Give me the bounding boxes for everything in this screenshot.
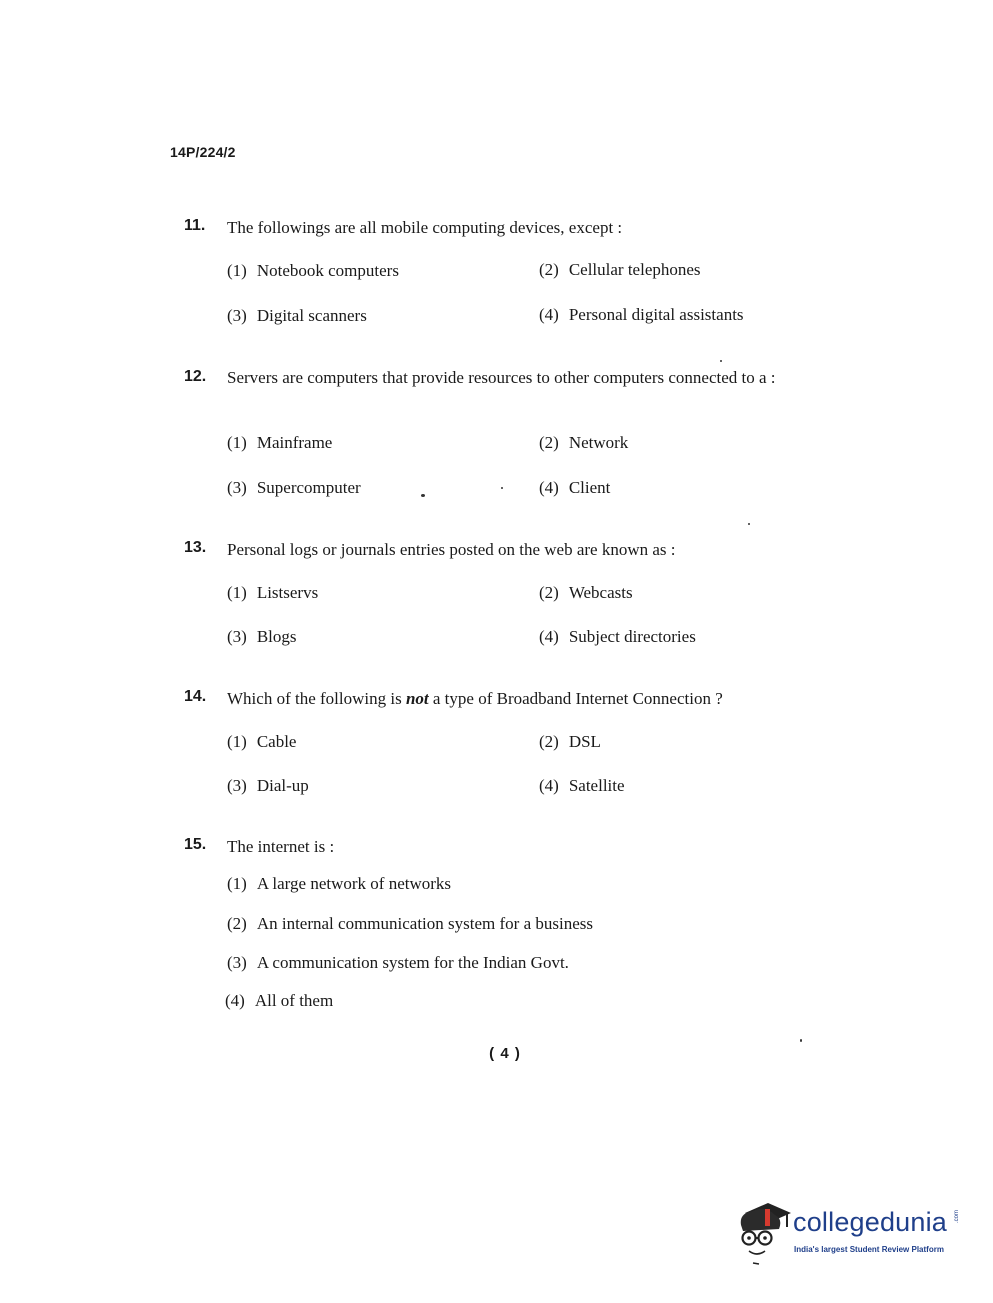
option-number: (2) bbox=[539, 260, 559, 279]
option-text: Listservs bbox=[256, 583, 319, 602]
option-number: (4) bbox=[539, 478, 559, 497]
option-text: Subject directories bbox=[568, 627, 696, 646]
question-text-emphasis: not bbox=[405, 689, 429, 708]
option-text: Network bbox=[568, 433, 629, 452]
option-1 bbox=[227, 433, 332, 453]
option-text: A communication system for the Indian Govt. bbox=[256, 953, 569, 972]
option-text: Blogs bbox=[256, 627, 297, 646]
option-number: (3) bbox=[227, 627, 247, 646]
question-text bbox=[227, 687, 841, 710]
option-number: (1) bbox=[227, 433, 247, 452]
option-4 bbox=[539, 478, 610, 498]
option-text: Cellular telephones bbox=[568, 260, 701, 279]
question-number: 12. bbox=[184, 368, 207, 385]
option-1 bbox=[227, 732, 296, 752]
option-number: (4) bbox=[225, 991, 245, 1010]
option-number: (1) bbox=[227, 732, 247, 751]
mascot-icon bbox=[735, 1195, 795, 1265]
question-number: 14. bbox=[184, 688, 207, 705]
scan-speck bbox=[501, 487, 503, 489]
option-number: (2) bbox=[227, 914, 247, 933]
option-text: Digital scanners bbox=[256, 306, 367, 325]
scan-speck bbox=[720, 360, 722, 362]
option-3 bbox=[227, 306, 367, 326]
option-number: (1) bbox=[227, 874, 247, 893]
option-2 bbox=[539, 583, 633, 603]
collegedunia-watermark bbox=[735, 1195, 965, 1265]
option-text: Client bbox=[568, 478, 611, 497]
question-text-after: a type of Broadband Internet Connection ? bbox=[428, 689, 723, 708]
page-number: ( 4 ) bbox=[489, 1045, 521, 1062]
option-number: (3) bbox=[227, 306, 247, 325]
option-4 bbox=[539, 305, 744, 325]
option-number: (3) bbox=[227, 953, 247, 972]
option-2 bbox=[539, 433, 628, 453]
question-number: 13. bbox=[184, 539, 207, 556]
option-text: A large network of networks bbox=[256, 874, 452, 893]
option-number: (2) bbox=[539, 433, 559, 452]
option-4 bbox=[225, 991, 333, 1011]
option-number: (1) bbox=[227, 261, 247, 280]
scan-speck bbox=[421, 494, 425, 497]
option-text: All of them bbox=[254, 991, 334, 1010]
option-text: Dial-up bbox=[256, 776, 309, 795]
option-3 bbox=[227, 776, 309, 796]
option-number: (2) bbox=[539, 583, 559, 602]
option-4 bbox=[539, 776, 625, 796]
option-number: (2) bbox=[539, 732, 559, 751]
brand-tagline: India's largest Student Review Platform bbox=[794, 1245, 944, 1254]
option-2 bbox=[539, 732, 601, 752]
option-text: DSL bbox=[568, 732, 601, 751]
scan-speck bbox=[748, 523, 750, 525]
option-3 bbox=[227, 627, 297, 647]
option-1 bbox=[227, 583, 318, 603]
option-2 bbox=[539, 260, 701, 280]
question-text: The internet is : bbox=[227, 837, 335, 856]
option-text: Webcasts bbox=[568, 583, 633, 602]
question-text-before: Which of the following is bbox=[227, 689, 406, 708]
question-text: The followings are all mobile computing devices, except : bbox=[227, 218, 623, 237]
option-number: (3) bbox=[227, 776, 247, 795]
paper-code: 14P/224/2 bbox=[170, 144, 236, 160]
scan-speck bbox=[800, 1039, 802, 1042]
question-text: Personal logs or journals entries posted on the web are known as : bbox=[227, 540, 676, 559]
option-text: Cable bbox=[256, 732, 297, 751]
option-number: (4) bbox=[539, 627, 559, 646]
option-text: Supercomputer bbox=[256, 478, 361, 497]
option-1 bbox=[227, 261, 399, 281]
option-number: (1) bbox=[227, 583, 247, 602]
question-number: 11. bbox=[184, 217, 206, 234]
option-2 bbox=[227, 914, 593, 934]
option-3 bbox=[227, 478, 361, 498]
question-number: 15. bbox=[184, 836, 207, 853]
brand-dotcom: .com bbox=[954, 1209, 960, 1223]
option-text: An internal communication system for a business bbox=[256, 914, 593, 933]
option-number: (4) bbox=[539, 776, 559, 795]
option-number: (4) bbox=[539, 305, 559, 324]
question-text: Servers are computers that provide resources to other computers connected to a : bbox=[227, 368, 776, 387]
option-4 bbox=[539, 627, 696, 647]
option-text: Personal digital assistants bbox=[568, 305, 744, 324]
option-3 bbox=[227, 953, 569, 973]
option-1 bbox=[227, 874, 451, 894]
option-text: Mainframe bbox=[256, 433, 333, 452]
option-text: Notebook computers bbox=[256, 261, 399, 280]
option-number: (3) bbox=[227, 478, 247, 497]
option-text: Satellite bbox=[568, 776, 625, 795]
brand-name: collegedunia bbox=[793, 1207, 948, 1237]
